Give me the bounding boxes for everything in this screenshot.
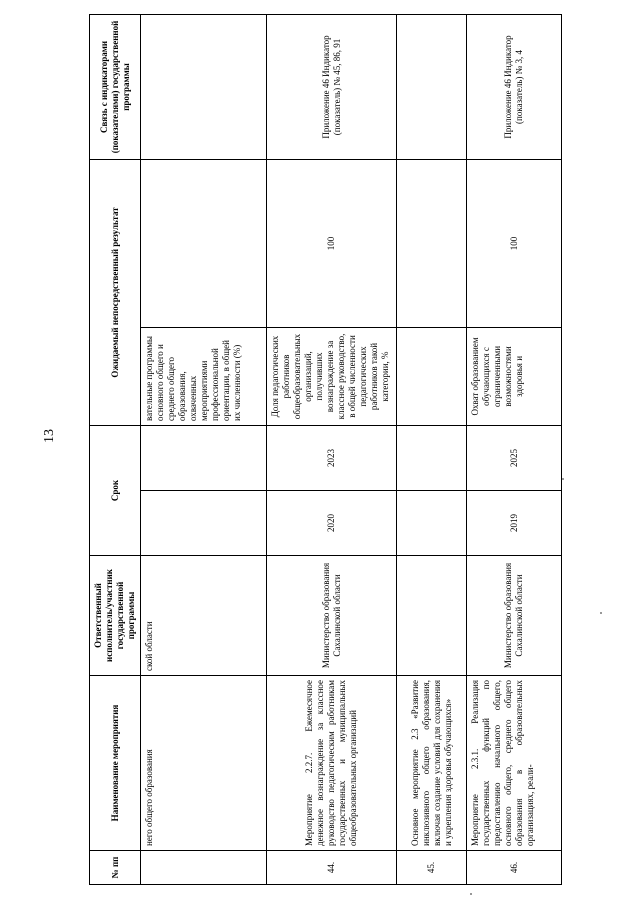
- header-row: [90, 14, 141, 884]
- start-year: 2019: [467, 491, 562, 556]
- start-year: [397, 491, 467, 556]
- header-term: Срок: [90, 425, 141, 555]
- indicator-link: [141, 14, 267, 159]
- result-text: [397, 327, 467, 425]
- header-executor: Ответственный исполнитель/участник государственной программы: [90, 556, 141, 676]
- end-year: [397, 425, 467, 490]
- executor: [397, 556, 467, 676]
- header-link: Связь с индикаторами (показателями) государственной программы: [90, 14, 141, 159]
- program-activities-table: [89, 14, 562, 885]
- header-result: Ожидаемый непосредственный результат: [90, 159, 141, 425]
- result-text: Доля педагогических работников общеобразовательных организаций, получивших вознаграждение за классное руководство, в общей численности педагогических работников такой категории, %: [267, 327, 397, 425]
- indicator-link: Приложение 46 Индикатор (показатель) № 45, 86, 91: [267, 14, 397, 159]
- table-row: [397, 14, 467, 884]
- result-value: 100: [267, 159, 397, 327]
- scan-speck: [470, 893, 472, 895]
- rotated-table-container: [89, 15, 541, 885]
- result-value: [141, 159, 267, 327]
- executor: ской области: [141, 556, 267, 676]
- row-num: [141, 851, 267, 885]
- activity-name: него общего образования: [141, 676, 267, 851]
- activity-name: Основное мероприятие 2.3 «Развитие инклюзивного общего образования, включая создание условий для сохранения и укрепления здоровья обучающихся»: [397, 676, 467, 851]
- start-year: 2020: [267, 491, 397, 556]
- header-num: № пп: [90, 851, 141, 885]
- result-value: 100: [467, 159, 562, 327]
- end-year: 2023: [267, 425, 397, 490]
- row-num: 45.: [397, 851, 467, 885]
- result-text: вательные программы основного общего и среднего общего образования, охваченных мероприятиями профессиональной ориентации, в общей их численности (%): [141, 327, 267, 425]
- header-name: Наименование мероприятия: [90, 676, 141, 851]
- executor: Министерство образования Сахалинской области: [267, 556, 397, 676]
- activity-name: Мероприятие 2.2.7. Ежемесячное денежное вознаграждение за классное руководство педагогическим работникам государственных и муниципальных общеобразовательных организаций: [267, 676, 397, 851]
- scan-speck: [600, 612, 602, 614]
- page-number: 13: [42, 429, 57, 443]
- executor: Министерство образования Сахалинской области: [467, 556, 562, 676]
- activity-name: Мероприятие 2.3.1. Реализация государственных функций по предоставлению начального общего, основного общего, среднего общего образования в образовательных организациях, реали-: [467, 676, 562, 851]
- indicator-link: [397, 14, 467, 159]
- row-num: 44.: [267, 851, 397, 885]
- end-year: [141, 425, 267, 490]
- result-text: Охват образованием обучающихся с ограниченными возможностями здоровья и: [467, 327, 562, 425]
- indicator-link: Приложение 46 Индикатор (показатель) № 3, 4: [467, 14, 562, 159]
- scan-speck: [562, 478, 564, 480]
- result-value: [397, 159, 467, 327]
- end-year: 2025: [467, 425, 562, 490]
- table-row: [141, 14, 267, 884]
- row-num: 46.: [467, 851, 562, 885]
- start-year: [141, 491, 267, 556]
- table-row: [467, 14, 562, 884]
- table-row: [267, 14, 397, 884]
